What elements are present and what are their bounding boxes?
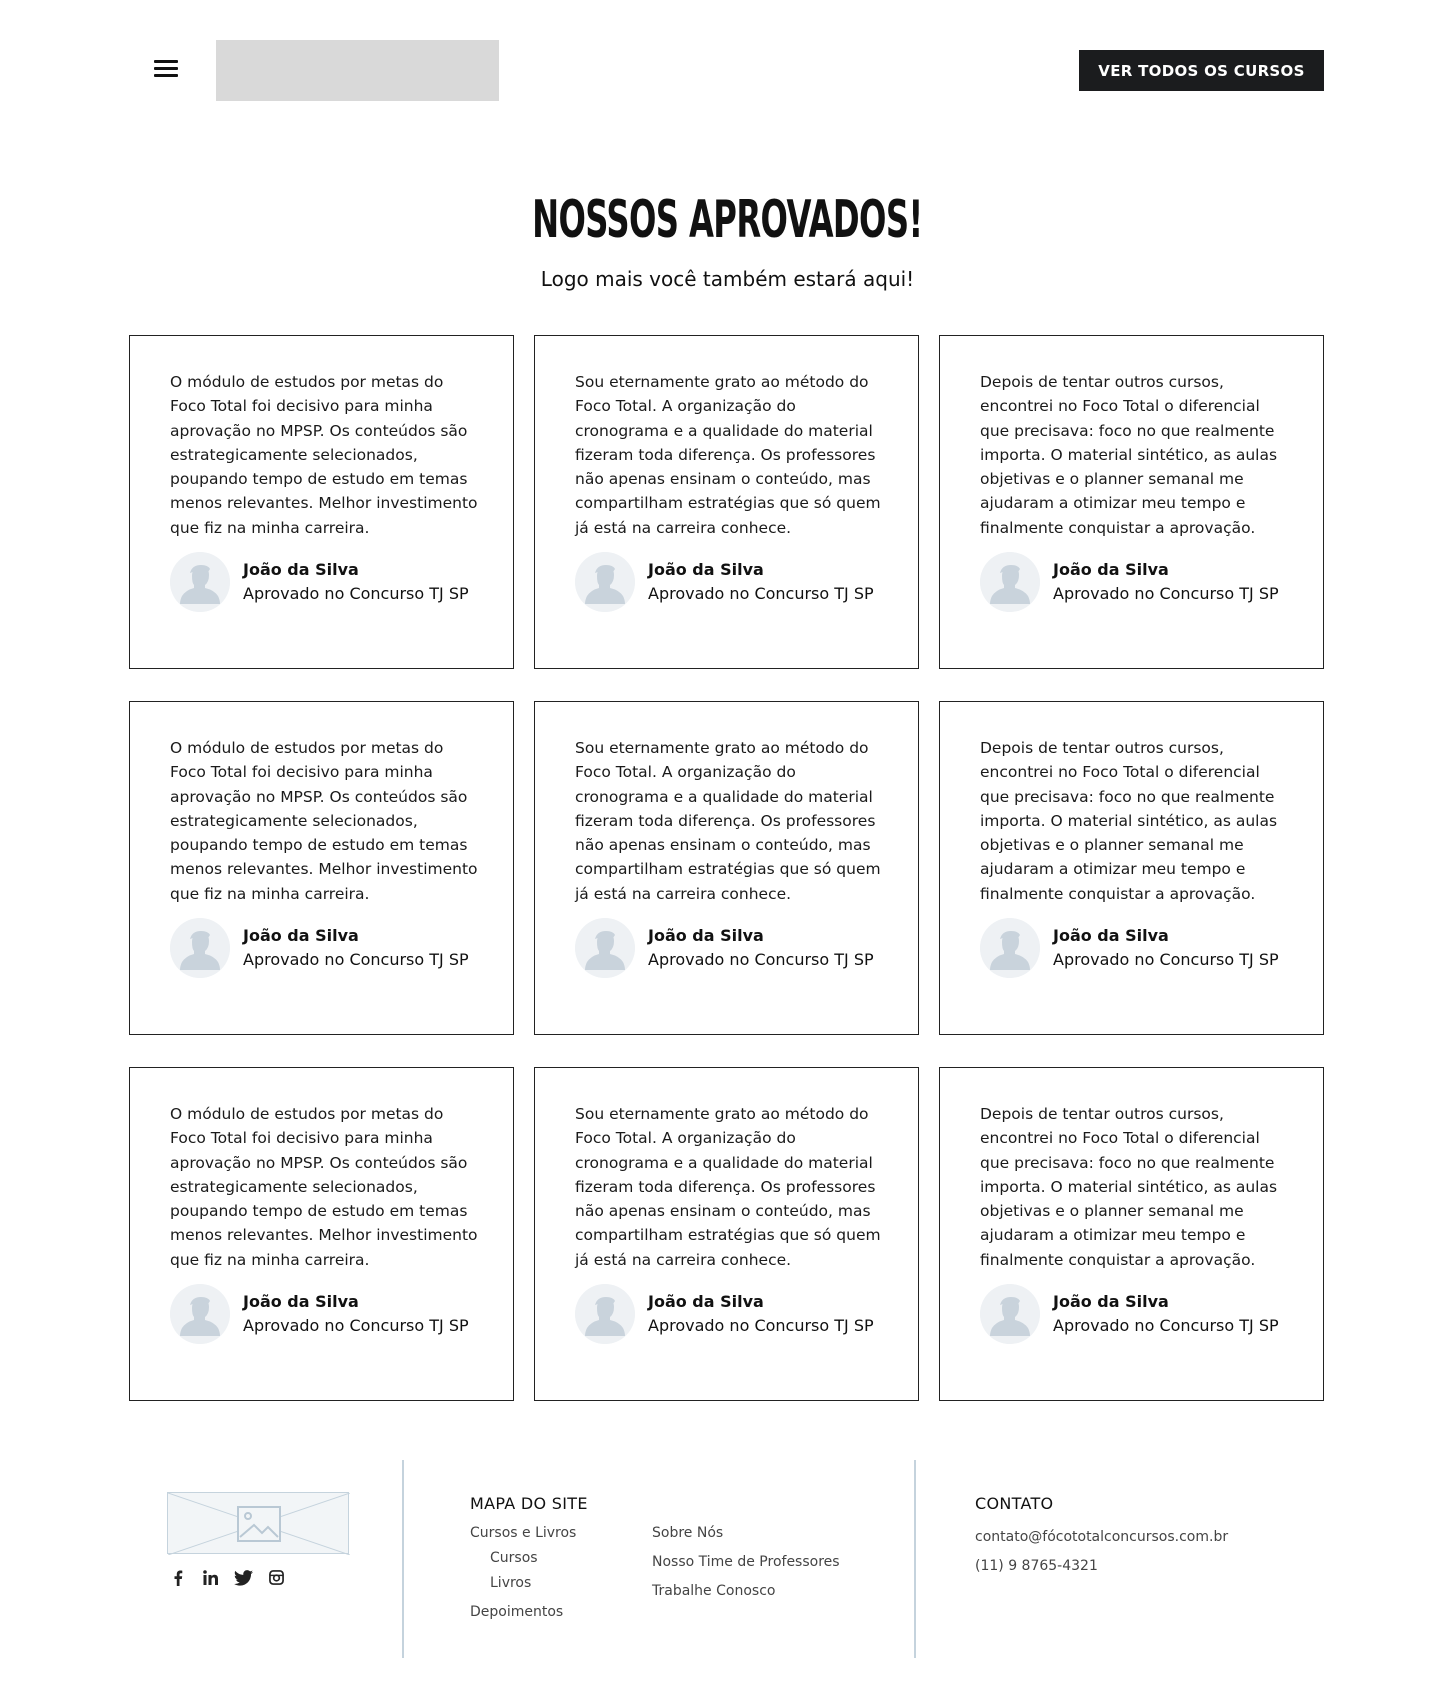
avatar <box>575 552 635 612</box>
testimonials-grid <box>129 335 1324 1401</box>
testimonial-author <box>980 918 1293 978</box>
avatar <box>170 918 230 978</box>
hamburger-menu-icon[interactable] <box>152 58 182 82</box>
sitemap-link-cursos-livros[interactable]: Cursos e Livros <box>470 1525 577 1541</box>
testimonial-text: O módulo de estudos por metas do Foco Total foi decisivo para minha aprovação no MPSP. Os conteúdos são estrategicamente selecionados, poupando tempo de estudo em temas menos relevantes. Melhor investimento que fiz na minha carreira. <box>170 373 478 537</box>
testimonial-text: Sou eternamente grato ao método do Foco Total. A organização do cronograma e a qualidade do material fizeram toda diferença. Os professores não apenas ensinam o conteúdo, mas compartilham estratégias que só quem já está na carreira conhece. <box>575 373 881 537</box>
author-role: Aprovado no Concurso TJ SP <box>1053 950 1279 970</box>
author-role: Aprovado no Concurso TJ SP <box>648 950 874 970</box>
author-name: João da Silva <box>648 926 764 946</box>
testimonial-card <box>939 1067 1324 1401</box>
author-name: João da Silva <box>648 1292 764 1312</box>
author-role: Aprovado no Concurso TJ SP <box>243 1316 469 1336</box>
author-name: João da Silva <box>1053 560 1169 580</box>
site-header <box>0 0 1440 140</box>
contact-phone[interactable]: (11) 9 8765-4321 <box>975 1558 1098 1574</box>
author-name: João da Silva <box>648 560 764 580</box>
avatar <box>980 918 1040 978</box>
avatar <box>170 1284 230 1344</box>
testimonial-text: Depois de tentar outros cursos, encontrei no Foco Total o diferencial que precisava: foco no que realmente importa. O material sintético, as aulas objetivas e o planner semanal me ajudaram a otimizar meu tempo e finalmente conquistar a aprovação. <box>980 739 1278 903</box>
page-subtitle: Logo mais você também estará aqui! <box>540 267 915 291</box>
testimonial-card <box>129 701 514 1035</box>
sitemap-link-time[interactable]: Nosso Time de Professores <box>652 1554 840 1570</box>
testimonial-card <box>534 335 919 669</box>
author-role: Aprovado no Concurso TJ SP <box>243 584 469 604</box>
author-name: João da Silva <box>1053 1292 1169 1312</box>
testimonial-author <box>170 918 483 978</box>
page-title: NOSSOS APROVADOS! <box>532 190 923 250</box>
author-role: Aprovado no Concurso TJ SP <box>648 584 874 604</box>
author-role: Aprovado no Concurso TJ SP <box>1053 1316 1279 1336</box>
author-name: João da Silva <box>243 560 359 580</box>
sitemap-link-depoimentos[interactable]: Depoimentos <box>470 1604 564 1620</box>
avatar <box>980 552 1040 612</box>
testimonial-card <box>129 335 514 669</box>
testimonial-card <box>534 1067 919 1401</box>
author-name: João da Silva <box>243 926 359 946</box>
view-all-courses-button[interactable]: VER TODOS OS CURSOS <box>1079 50 1324 91</box>
logo-placeholder[interactable] <box>216 40 499 101</box>
testimonial-author <box>170 1284 483 1344</box>
sitemap-link-livros[interactable]: Livros <box>490 1575 532 1591</box>
avatar <box>575 918 635 978</box>
testimonial-text: O módulo de estudos por metas do Foco Total foi decisivo para minha aprovação no MPSP. Os conteúdos são estrategicamente selecionados, poupando tempo de estudo em temas menos relevantes. Melhor investimento que fiz na minha carreira. <box>170 1105 478 1269</box>
footer-divider <box>914 1460 916 1658</box>
contact-email[interactable]: contato@fócototalconcursos.com.br <box>975 1529 1229 1545</box>
testimonial-card <box>939 335 1324 669</box>
sitemap-heading: MAPA DO SITE <box>470 1494 588 1513</box>
author-name: João da Silva <box>1053 926 1169 946</box>
testimonial-card <box>939 701 1324 1035</box>
testimonial-card <box>129 1067 514 1401</box>
sitemap-link-trabalhe[interactable]: Trabalhe Conosco <box>652 1583 776 1599</box>
testimonial-card <box>534 701 919 1035</box>
facebook-icon[interactable] <box>168 1568 187 1587</box>
testimonial-text: O módulo de estudos por metas do Foco Total foi decisivo para minha aprovação no MPSP. Os conteúdos são estrategicamente selecionados, poupando tempo de estudo em temas menos relevantes. Melhor investimento que fiz na minha carreira. <box>170 739 478 903</box>
testimonial-text: Depois de tentar outros cursos, encontrei no Foco Total o diferencial que precisava: foco no que realmente importa. O material sintético, as aulas objetivas e o planner semanal me ajudaram a otimizar meu tempo e finalmente conquistar a aprovação. <box>980 373 1278 537</box>
footer-logo-placeholder <box>167 1492 349 1554</box>
testimonial-author <box>980 1284 1293 1344</box>
sitemap-link-cursos[interactable]: Cursos <box>490 1550 538 1566</box>
author-role: Aprovado no Concurso TJ SP <box>1053 584 1279 604</box>
testimonial-author <box>980 552 1293 612</box>
author-name: João da Silva <box>243 1292 359 1312</box>
testimonial-author <box>575 552 888 612</box>
avatar <box>980 1284 1040 1344</box>
site-footer <box>0 1460 1440 1660</box>
author-role: Aprovado no Concurso TJ SP <box>648 1316 874 1336</box>
testimonial-author <box>575 1284 888 1344</box>
avatar <box>575 1284 635 1344</box>
sitemap-link-sobre[interactable]: Sobre Nós <box>652 1525 724 1541</box>
author-role: Aprovado no Concurso TJ SP <box>243 950 469 970</box>
footer-divider <box>402 1460 404 1658</box>
testimonial-author <box>170 552 483 612</box>
social-links <box>168 1568 286 1587</box>
testimonial-text: Sou eternamente grato ao método do Foco Total. A organização do cronograma e a qualidade do material fizeram toda diferença. Os professores não apenas ensinam o conteúdo, mas compartilham estratégias que só quem já está na carreira conhece. <box>575 739 881 903</box>
testimonial-author <box>575 918 888 978</box>
testimonial-text: Depois de tentar outros cursos, encontrei no Foco Total o diferencial que precisava: foco no que realmente importa. O material sintético, as aulas objetivas e o planner semanal me ajudaram a otimizar meu tempo e finalmente conquistar a aprovação. <box>980 1105 1278 1269</box>
linkedin-icon[interactable] <box>201 1568 220 1587</box>
testimonial-text: Sou eternamente grato ao método do Foco Total. A organização do cronograma e a qualidade do material fizeram toda diferença. Os professores não apenas ensinam o conteúdo, mas compartilham estratégias que só quem já está na carreira conhece. <box>575 1105 881 1269</box>
contact-heading: CONTATO <box>975 1494 1054 1513</box>
avatar <box>170 552 230 612</box>
twitter-icon[interactable] <box>234 1568 253 1587</box>
instagram-icon[interactable] <box>267 1568 286 1587</box>
